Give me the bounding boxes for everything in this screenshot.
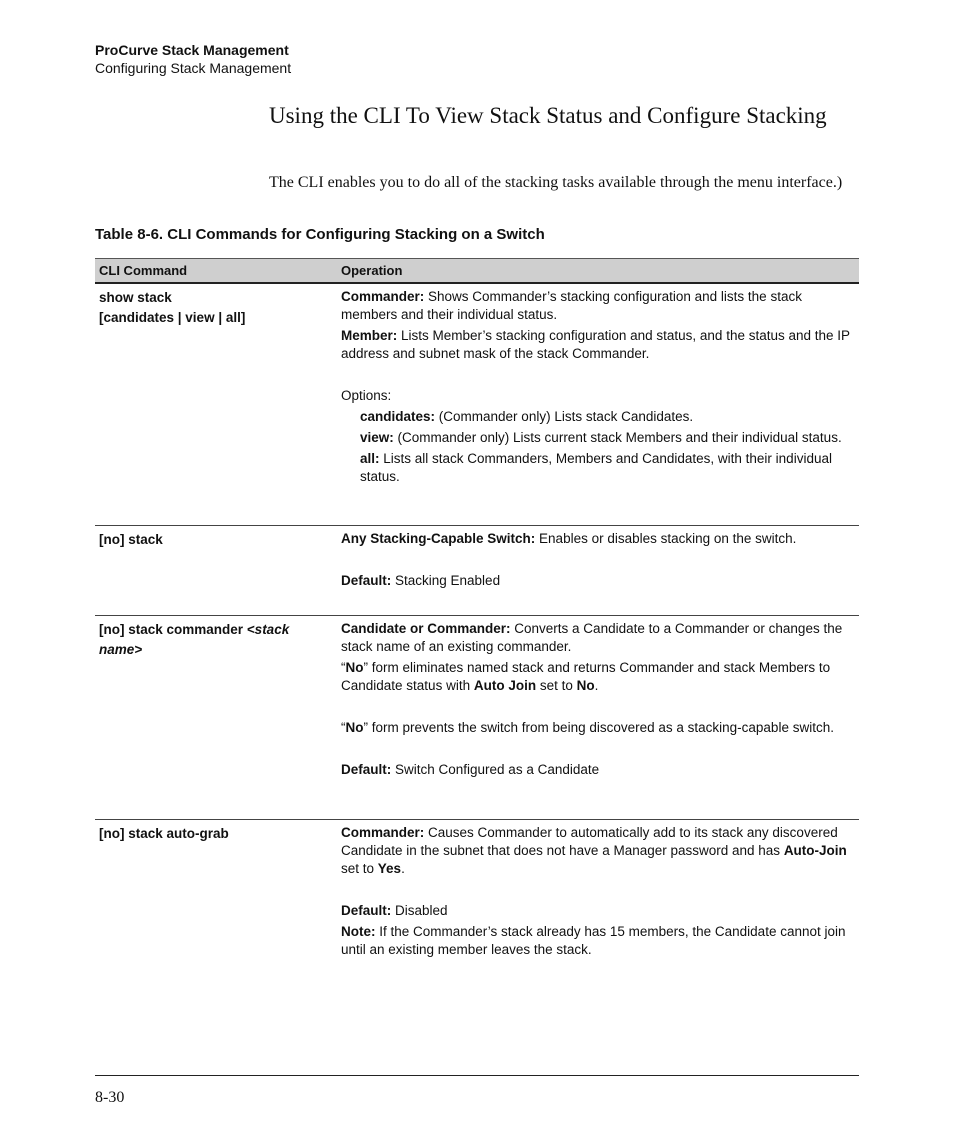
cli-command: [no] stack commander <stack name>: [99, 622, 290, 657]
commander-desc: Commander: Causes Commander to automatically add to its stack any discovered Candidate in the subnet that does not have a Manager password and has Auto-Join set to Yes.: [341, 825, 847, 876]
table-caption: Table 8-6. CLI Commands for Configuring Stacking on a Switch: [95, 226, 545, 243]
running-head-section: Configuring Stack Management: [95, 60, 292, 76]
command-name: show stack: [99, 290, 172, 305]
header-cli-command: CLI Command: [99, 263, 188, 278]
cli-command: [no] stack: [99, 532, 163, 547]
default-desc: Default: Switch Configured as a Candidate: [341, 762, 600, 777]
option-all: all: Lists all stack Commanders, Members and Candidates, with their individual status.: [360, 451, 832, 484]
operation-description: [341, 288, 857, 489]
cli-command: [99, 288, 335, 328]
any-switch-desc: Any Stacking-Capable Switch: Enables or disables stacking on the switch.: [341, 531, 797, 546]
option-view: view: (Commander only) Lists current stack Members and their individual status.: [360, 430, 842, 445]
commander-desc: Commander: Shows Commander’s stacking configuration and lists the stack members and their individual status.: [341, 289, 802, 322]
default-desc: Default: Stacking Enabled: [341, 573, 501, 588]
cli-command-table: [95, 258, 859, 970]
table-row: [95, 616, 859, 820]
command-options: [candidates | view | all]: [99, 310, 246, 325]
operation-description: [341, 824, 857, 962]
candidate-commander-desc: Candidate or Commander: Converts a Candidate to a Commander or changes the stack name of an existing commander.: [341, 621, 843, 654]
options-label: Options:: [341, 388, 392, 403]
section-title: Using the CLI To View Stack Status and Configure Stacking: [269, 103, 827, 128]
operation-description: [341, 530, 857, 593]
running-head-chapter: ProCurve Stack Management: [95, 42, 289, 58]
page-number: 8-30: [95, 1089, 125, 1106]
running-head: [95, 41, 291, 77]
table-row: [95, 526, 859, 616]
table-row: [95, 820, 859, 970]
intro-paragraph: The CLI enables you to do all of the stacking tasks available through the menu interface.): [269, 174, 843, 191]
no-form-desc-2: “No” form prevents the switch from being discovered as a stacking-capable switch.: [341, 720, 834, 735]
no-form-desc-1: “No” form eliminates named stack and returns Commander and stack Members to Candidate status with Auto Join set to No.: [341, 660, 831, 693]
operation-description: [341, 620, 857, 782]
table-header: [95, 258, 859, 284]
table-row: [95, 284, 859, 526]
default-desc: Default: Disabled: [341, 903, 448, 918]
option-candidates: candidates: (Commander only) Lists stack Candidates.: [360, 409, 694, 424]
command-parameter: <stack name>: [99, 622, 290, 657]
cli-command: [no] stack auto-grab: [99, 826, 229, 841]
member-desc: Member: Lists Member’s stacking configuration and status, and the status and the IP address and subnet mask of the stack Commander.: [341, 328, 850, 361]
header-operation: Operation: [341, 263, 403, 278]
footer-rule: [95, 1075, 859, 1076]
note-desc: Note: If the Commander’s stack already has 15 members, the Candidate cannot join until an existing member leaves the stack.: [341, 924, 846, 957]
